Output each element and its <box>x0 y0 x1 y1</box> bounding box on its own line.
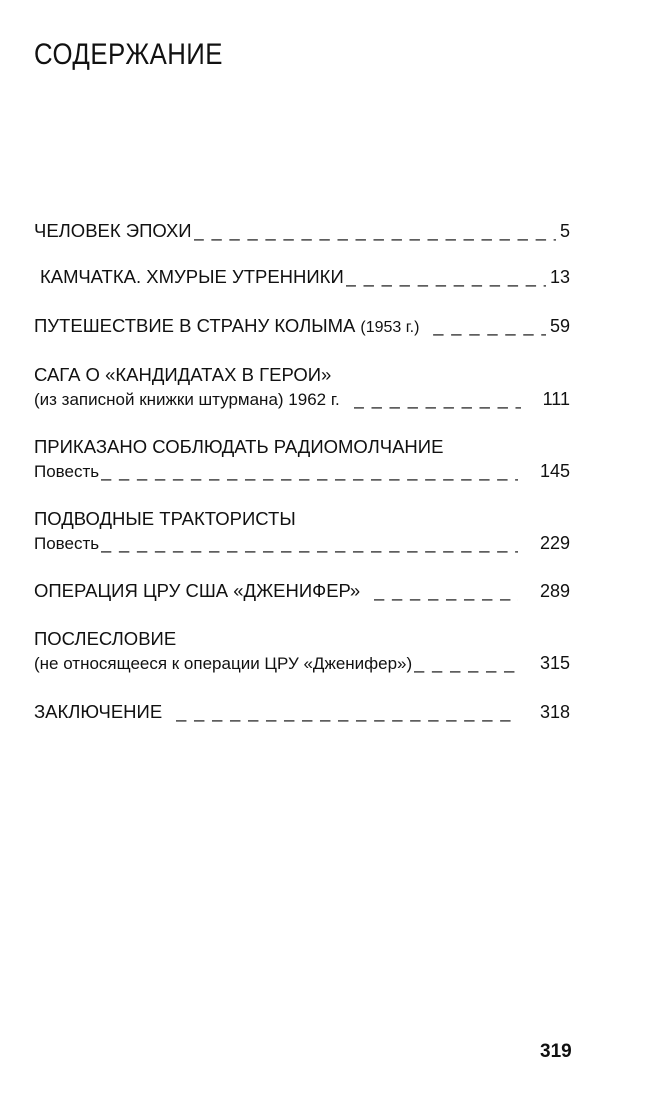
toc-leader <box>101 461 518 482</box>
toc-entry-page: 318 <box>539 702 570 722</box>
toc-entry-title: ПРИКАЗАНО СОБЛЮДАТЬ РАДИОМОЛЧАНИЕ <box>34 436 444 457</box>
toc-entry-title: ПОСЛЕСЛОВИЕ <box>34 628 177 649</box>
toc-entry-prikazano-title[interactable] <box>34 436 570 460</box>
toc-leader <box>101 533 518 554</box>
toc-leader <box>354 389 521 410</box>
toc-entry-saga-title[interactable] <box>34 364 570 388</box>
toc-entry-page: 111 <box>542 389 570 409</box>
toc-leader <box>346 267 546 288</box>
toc-entry-prikazano-subtitle[interactable] <box>34 461 570 485</box>
toc-entry-page: 13 <box>549 267 570 287</box>
toc-entry-saga-subtitle[interactable] <box>34 389 570 413</box>
toc-entry-title: ЗАКЛЮЧЕНИЕ <box>34 701 163 722</box>
toc-entry-title: ПОДВОДНЫЕ ТРАКТОРИСТЫ <box>34 508 296 529</box>
toc-entry-page: 289 <box>539 581 570 601</box>
toc-leader <box>374 581 518 602</box>
toc-entry-operatsiya[interactable] <box>34 580 570 604</box>
toc-entry-page: 59 <box>549 316 570 336</box>
toc-entry-subtitle: (не относящееся к операции ЦРУ «Дженифер») <box>34 654 413 673</box>
toc-entry-subtitle: Повесть <box>34 462 100 481</box>
toc-entry-puteshestvie[interactable] <box>34 315 570 339</box>
page-title: СОДЕРЖАНИЕ <box>34 38 223 71</box>
toc-entry-subtitle: (из записной книжки штурмана) 1962 г. <box>34 390 340 409</box>
toc-entry-posleslovie-title[interactable] <box>34 628 570 652</box>
toc-entry-page: 145 <box>539 461 570 481</box>
toc-entry-title: ПУТЕШЕСТВИЕ В СТРАНУ КОЛЫМА <box>34 315 356 336</box>
toc-leader <box>433 316 546 337</box>
toc-entry-title: ЧЕЛОВЕК ЭПОХИ <box>34 220 192 241</box>
toc-entry-page: 5 <box>559 221 570 241</box>
toc-entry-title: САГА О «КАНДИДАТАХ В ГЕРОИ» <box>34 364 332 385</box>
toc-entry-subtitle: Повесть <box>34 534 100 553</box>
toc-entry-podvodnye-subtitle[interactable] <box>34 533 570 557</box>
toc-entry-page: 229 <box>539 533 570 553</box>
toc-entry-zaklyuchenie[interactable] <box>34 701 570 725</box>
toc-leader <box>194 221 556 242</box>
toc-entry-podvodnye-title[interactable] <box>34 508 570 532</box>
toc-leader <box>414 653 518 674</box>
toc-entry-chelovek-epokhi[interactable] <box>34 220 570 244</box>
toc-entry-posleslovie-subtitle[interactable] <box>34 653 570 677</box>
toc-leader <box>176 702 518 723</box>
toc-entry-kamchatka[interactable] <box>40 266 570 290</box>
toc-entry-note: (1953 г.) <box>360 319 420 336</box>
toc-entry-page: 315 <box>539 653 570 673</box>
toc-entry-title: КАМЧАТКА. ХМУРЫЕ УТРЕННИКИ <box>40 266 344 287</box>
page-number: 319 <box>540 1041 572 1062</box>
toc-entry-title: ОПЕРАЦИЯ ЦРУ США «ДЖЕНИФЕР» <box>34 580 361 601</box>
